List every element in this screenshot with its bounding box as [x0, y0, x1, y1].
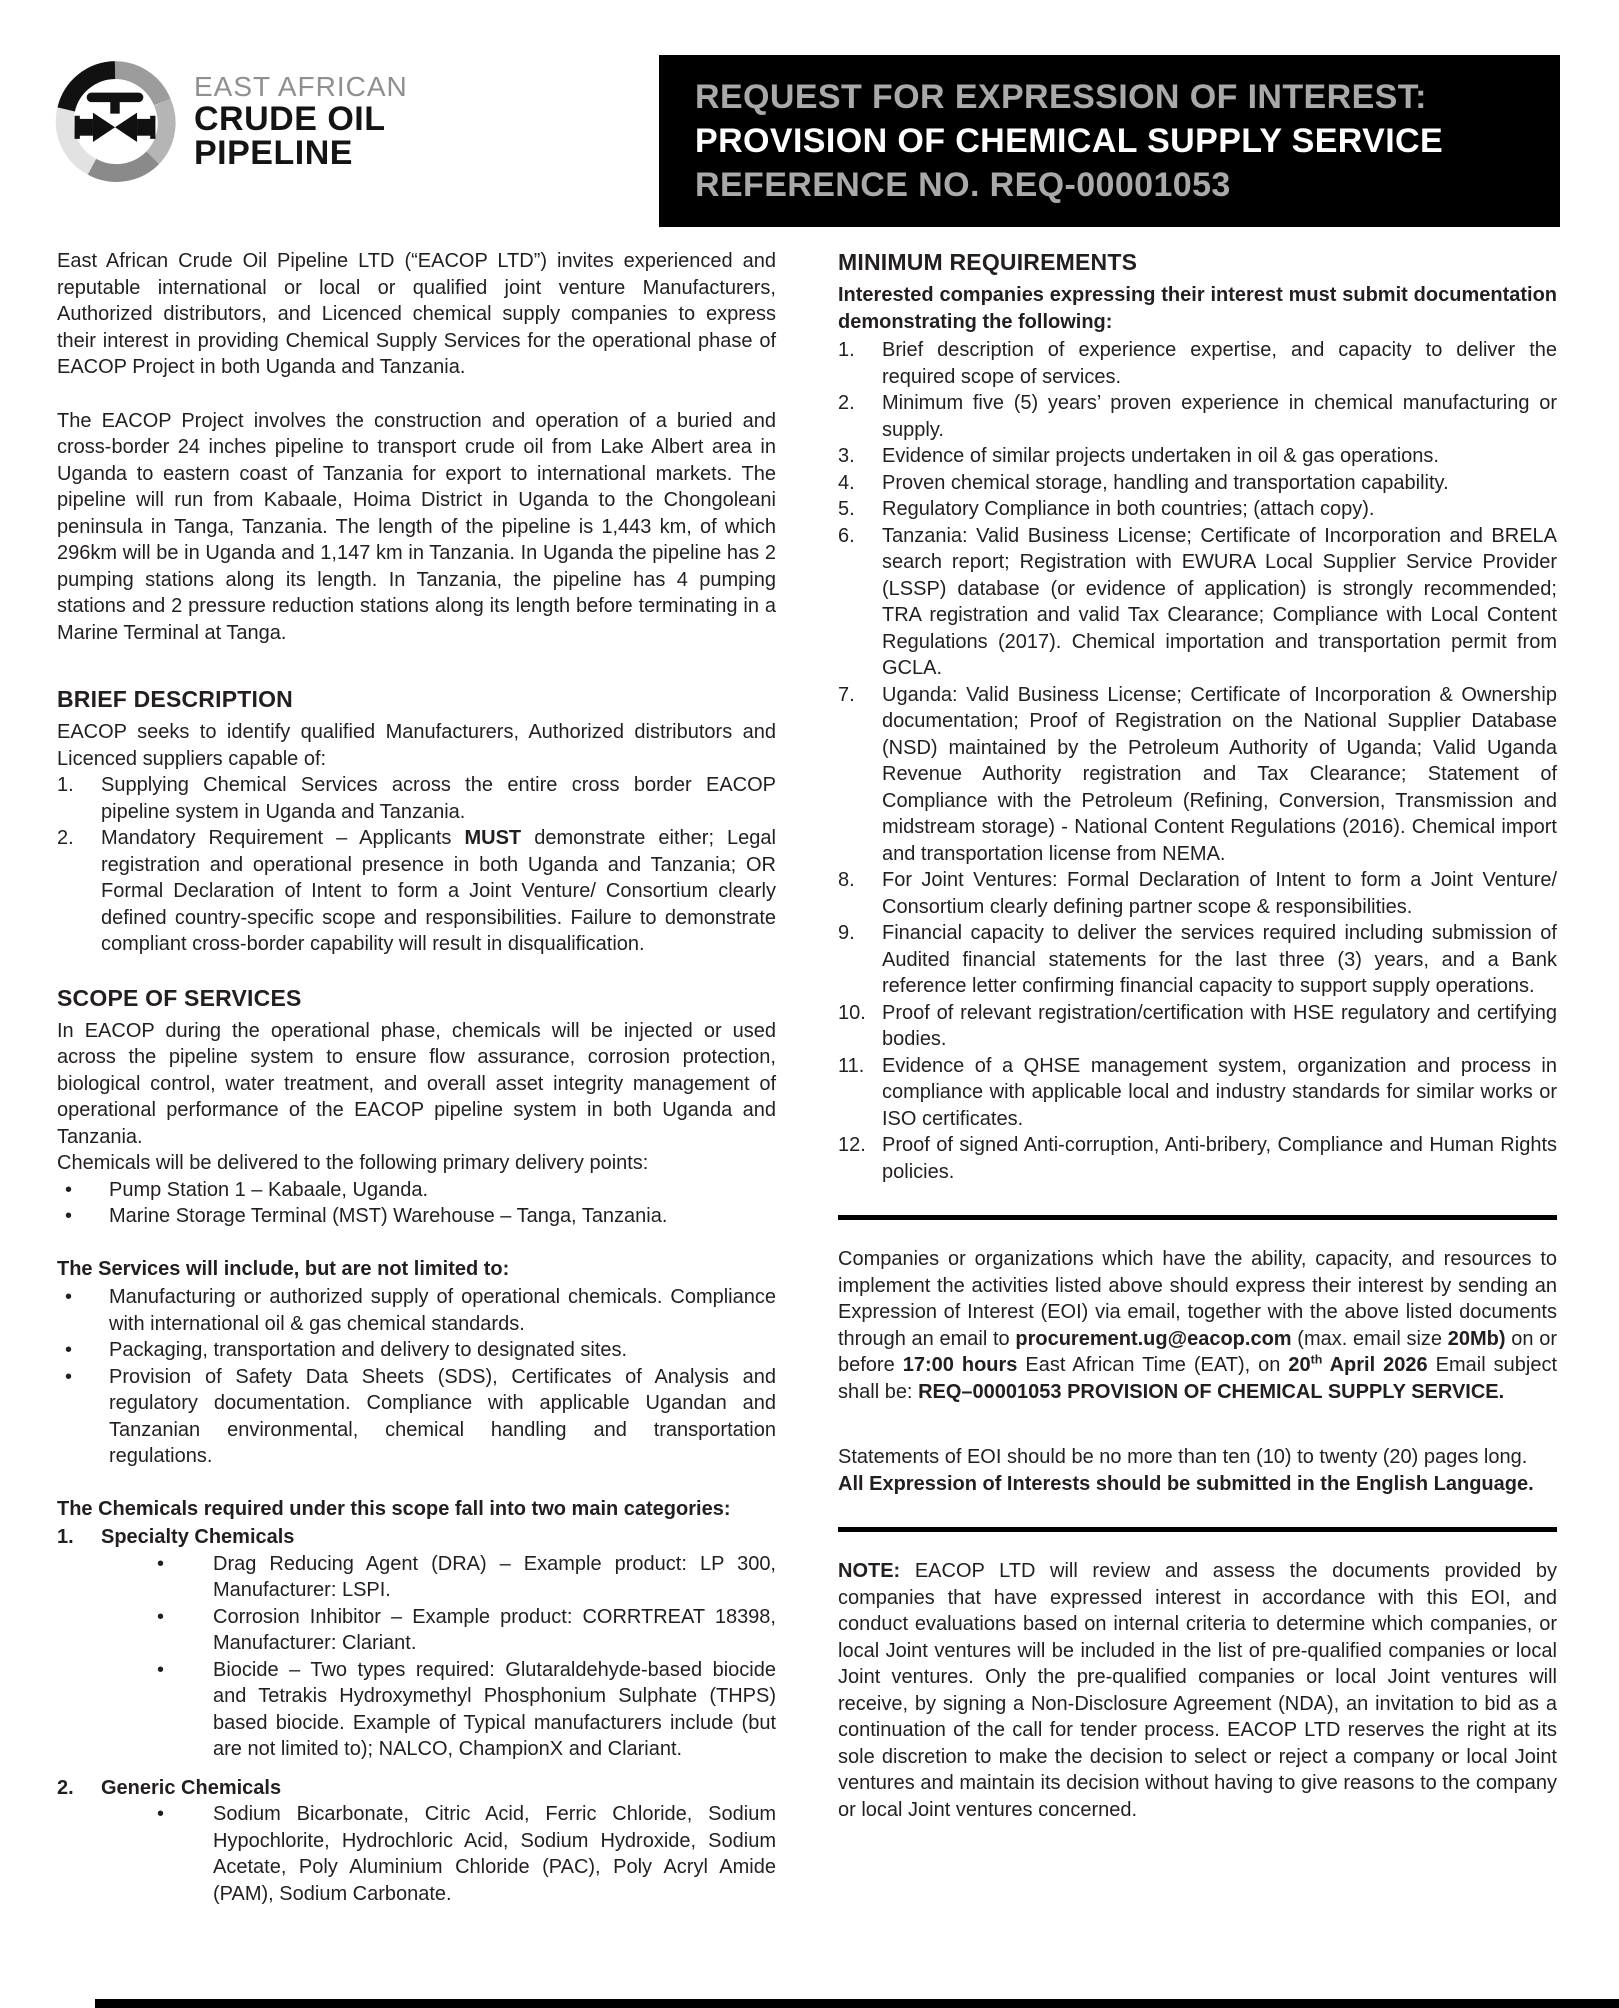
horizontal-rule	[838, 1215, 1557, 1220]
requirement-item-2: 2. Minimum five (5) years’ proven experience in chemical manufacturing or supply.	[838, 392, 1557, 441]
brief-list-item-2: 2. Mandatory Requirement – Applicants MUST demonstrate either; Legal registration and operational presence in both Uganda and Tanzania; OR Formal Declaration of Intent to form a Joint Venture/ Consortium clearly defined country-specific scope and responsibilities. Failure to demonstrate compliant cross-border capability will result in disqualification.	[57, 827, 776, 955]
intro-paragraph-2: The EACOP Project involves the construction and operation of a buried and cross-border 24 inches pipeline to transport crude oil from Lake Albert area in Uganda to eastern coast of Tanzania for export to international markets. The pipeline will run from Kabaale, Hoima District in Uganda to the Chongoleani peninsula in Tanga, Tanzania. The length of the pipeline is 1,443 km, of which 296km will be in Uganda and 1,147 km in Tanzania. In Uganda the pipeline has 2 pumping stations along its length. In Tanzania, the pipeline has 4 pumping stations and 2 pressure reduction stations along its length before terminating in a Marine Terminal at Tanga.	[57, 409, 776, 644]
two-column-body	[57, 248, 1557, 1907]
generic-chemicals-item: • Sodium Bicarbonate, Citric Acid, Ferric Chloride, Sodium Hypochlorite, Hydrochloric Acid, Sodium Hydroxide, Sodium Acetate, Poly Aluminium Chloride (PAC), Poly Acryl Amide (PAM), Sodium Carbonate.	[147, 1801, 776, 1907]
footer-bar	[95, 1999, 1619, 2008]
requirement-item-7: 7. Uganda: Valid Business License; Certificate of Incorporation & Ownership documentation; Proof of Registration on the National Supplier Database (NSD) maintained by the Petroleum Authority of Uganda; Valid Uganda Revenue Authority registration and Tax Clearance; Statement of Compliance with the Petroleum (Refining, Conversion, Transmission and midstream storage) - National Content Regulations (2016). Chemical import and transportation license from NEMA.	[838, 683, 1557, 865]
delivery-points-intro: Chemicals will be delivered to the following primary delivery points:	[57, 1152, 649, 1174]
horizontal-rule	[838, 1527, 1557, 1532]
scope-of-services-heading: SCOPE OF SERVICES	[57, 984, 302, 1011]
banner-line-1: REQUEST FOR EXPRESSION OF INTEREST:	[695, 78, 1427, 116]
right-column	[838, 248, 1557, 1907]
delivery-point-1: • Pump Station 1 – Kabaale, Uganda.	[57, 1177, 776, 1204]
services-include-heading: The Services will include, but are not limited to:	[57, 1257, 510, 1280]
banner-line-2: PROVISION OF CHEMICAL SUPPLY SERVICE	[695, 122, 1444, 160]
requirements-intro: Interested companies expressing their interest must submit documentation demonstrating the following:	[838, 284, 1557, 333]
chemicals-categories-heading: The Chemicals required under this scope fall into two main categories:	[57, 1497, 731, 1520]
service-item-2: • Packaging, transportation and delivery to designated sites.	[57, 1337, 776, 1364]
bullet-icon	[57, 1177, 109, 1204]
intro-paragraph-1: East African Crude Oil Pipeline LTD (“EACOP LTD”) invites experienced and reputable international or local or qualified joint venture Manufacturers, Authorized distributors, and Licenced chemical supply companies to express their interest in providing Chemical Supply Services for the operational phase of EACOP Project in both Uganda and Tanzania.	[57, 250, 776, 378]
category-2-heading: 2. Generic Chemicals	[57, 1776, 282, 1799]
note-paragraph: NOTE: EACOP LTD will review and assess the documents provided by companies that have expressed interest in accordance with this EOI, and conduct evaluations based on internal criteria to determine which companies, or local Joint ventures will be included in the list of pre-qualified companies or local Joint ventures. Only the pre-qualified companies or local Joint ventures will receive, by signing a Non-Disclosure Agreement (NDA), an invitation to bid as a continuation of the call for tender process. EACOP LTD reserves the right at its sole discretion to make the decision to select or reject a company or local Joint ventures and maintain its decision without having to give reasons to the company or local Joint ventures concerned.	[838, 1560, 1557, 1821]
requirement-item-6: 6. Tanzania: Valid Business License; Certificate of Incorporation and BRELA search report; Registration with EWURA Local Supplier Service Provider (LSSP) database (or evidence of application) is strongly recommended; TRA registration and valid Tax Clearance; Compliance with Local Content Regulations (2017). Chemical importation and transportation permit from GCLA.	[838, 524, 1557, 679]
brief-description-intro: EACOP seeks to identify qualified Manufacturers, Authorized distributors and Licenced suppliers capable of:	[57, 721, 776, 770]
specialty-chemical-3: • Biocide – Two types required: Glutaraldehyde-based biocide and Tetrakis Hydroxymethyl Phosphonium Sulphate (THPS) based biocide. Example of Typical manufacturers include (but are not limited to); NALCO, ChampionX and Clariant.	[147, 1657, 776, 1763]
logo-line-pipeline: PIPELINE	[194, 134, 353, 172]
title-banner	[659, 55, 1560, 227]
specialty-chemical-2: • Corrosion Inhibitor – Example product: CORRTREAT 18398, Manufacturer: Clariant.	[147, 1604, 776, 1657]
requirement-item-1: 1. Brief description of experience expertise, and capacity to deliver the required scope of services.	[838, 339, 1557, 388]
left-column	[57, 248, 776, 1907]
delivery-point-2: • Marine Storage Terminal (MST) Warehouse – Tanga, Tanzania.	[57, 1203, 776, 1230]
service-item-1: • Manufacturing or authorized supply of operational chemicals. Compliance with international oil & gas chemical standards.	[57, 1284, 776, 1337]
date-ordinal-superscript: th	[1310, 1352, 1323, 1367]
requirement-item-9: 9. Financial capacity to deliver the services required including submission of Audited financial statements for the last three (3) years, and a Bank reference letter confirming financial capacity to support supply operations.	[838, 922, 1557, 997]
brief-list-item-1: 1. Supplying Chemical Services across the entire cross border EACOP pipeline system in Uganda and Tanzania.	[57, 774, 776, 823]
requirement-item-5: 5. Regulatory Compliance in both countries; (attach copy).	[838, 498, 1375, 520]
logo-line-crude-oil: CRUDE OIL	[194, 100, 386, 138]
logo-wordmark	[194, 72, 408, 170]
submission-instructions: Companies or organizations which have the ability, capacity, and resources to implement the activities listed above should express their interest by sending an Expression of Interest (EOI) via email, together with the above listed documents through an email to procurement.ug@eacop.com (max. email size 20Mb) on or before 17:00 hours East African Time (EAT), on 20th April 2026 Email subject shall be: REQ–00001053 PROVISION OF CHEMICAL SUPPLY SERVICE.	[838, 1248, 1557, 1403]
brief-description-heading: BRIEF DESCRIPTION	[57, 686, 293, 712]
category-1-heading: 1. Specialty Chemicals	[57, 1526, 295, 1548]
bullet-icon	[147, 1604, 213, 1657]
bullet-icon	[57, 1203, 109, 1230]
requirement-item-4: 4. Proven chemical storage, handling and transportation capability.	[838, 471, 1449, 494]
bullet-icon	[57, 1364, 109, 1470]
valve-ring-emblem-icon	[52, 58, 178, 184]
bullet-icon	[57, 1284, 109, 1337]
logo-line-east-african: EAST AFRICAN	[194, 71, 408, 102]
requirement-item-10: 10. Proof of relevant registration/certification with HSE regulatory and certifying bodies.	[838, 1001, 1557, 1050]
requirement-item-3: 3. Evidence of similar projects undertaken in oil & gas operations.	[838, 445, 1439, 467]
minimum-requirements-heading: MINIMUM REQUIREMENTS	[838, 249, 1138, 275]
banner-line-3: REFERENCE NO. REQ-00001053	[695, 166, 1231, 204]
bullet-icon	[147, 1551, 213, 1604]
requirement-item-12: 12. Proof of signed Anti-corruption, Anti-bribery, Compliance and Human Rights policies.	[838, 1134, 1557, 1183]
requirement-item-8: 8. For Joint Ventures: Formal Declaration of Intent to form a Joint Venture/ Consortium clearly defining partner scope & responsibilities.	[838, 869, 1557, 918]
service-item-3: • Provision of Safety Data Sheets (SDS), Certificates of Analysis and regulatory documentation. Compliance with applicable Ugandan and Tanzanian environmental, chemical handling and transportation regulations.	[57, 1364, 776, 1470]
bullet-icon	[147, 1801, 213, 1907]
scope-paragraph: In EACOP during the operational phase, chemicals will be injected or used across the pipeline system to ensure flow assurance, corrosion protection, biological control, water treatment, and overall asset integrity management of operational performance of the EACOP pipeline system in both Uganda and Tanzania.	[57, 1019, 776, 1148]
eoi-page-limit: Statements of EOI should be no more than ten (10) to twenty (20) pages long.	[838, 1446, 1528, 1468]
requirement-item-11: 11. Evidence of a QHSE management system, organization and process in compliance with applicable local and industry standards for similar works or ISO certificates.	[838, 1054, 1557, 1130]
bullet-icon	[147, 1657, 213, 1763]
eacop-logo	[52, 58, 408, 184]
english-language-note: All Expression of Interests should be submitted in the English Language.	[838, 1472, 1534, 1495]
bullet-icon	[57, 1337, 109, 1364]
specialty-chemical-1: • Drag Reducing Agent (DRA) – Example product: LP 300, Manufacturer: LSPI.	[147, 1551, 776, 1604]
